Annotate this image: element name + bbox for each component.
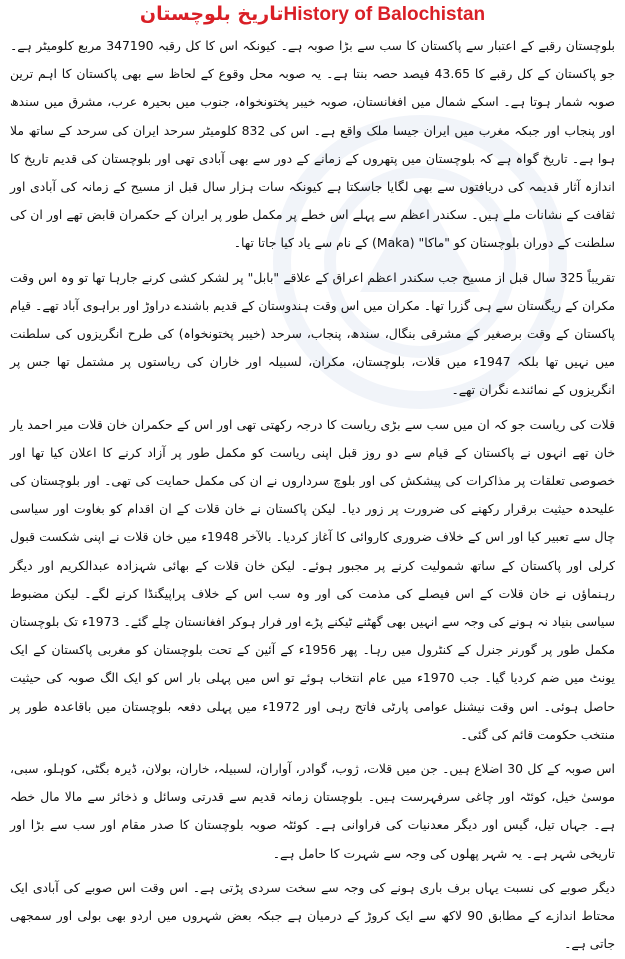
paragraph-kalat-state: قلات کی ریاست جو کہ ان میں سب سے بڑی ریاست کا درجہ رکھتی تھی اور اس کے حکمران خان قلات میر احمد یار خان تھے انہوں نے پاکستان کے قیام سے دو روز قبل اپنی ریاست کو مکمل طور پر آزاد کرنے کا اعلان کیا تھا اور خصوصی تعلقات پر مذاکرات کی پیشکش کی اور بلوچ سرداروں نے ان کی مکمل حمایت کی تھی۔ اور بلوچستان کی علیحدہ حیثیت برقرار رکھنے کی ضرورت پر زور دیا۔ لیکن پاکستان نے خان قلات کے ان اقدام کو بغاوت اور سیاسی چال سے تعبیر کیا اور اس کے خلاف ضروری کاروائی کا آغاز کردیا۔ بالآخر 1948ء میں خان قلات نے اپنی شکست قبول کرلی اور پاکستان کے ساتھ شمولیت کرنے پر مجبور ہوئے۔ لیکن خان قلات کے بھائی شہزادہ عبدالکریم اور دیگر رہنماؤں نے خان قلات کے اس فیصلے کی مذمت کی اور وہ سب اس کے خلاف پراپیگنڈا کرنے لگے۔ لیکن مضبوط سیاسی بنیاد نہ ہونے کی وجہ سے انہیں بھی گھٹنے ٹیکنے پڑے اور فرار ہوکر افغانستان چلے گئے۔ 1973ء تک بلوچستان مکمل طور پر گورنر جنرل کے کنٹرول میں رہا۔ پھر 1956ء کے آئین کے تحت بلوچستان کو مغربی پاکستان کے ایک یونٹ میں ضم کردیا گیا۔ جب 1970ء میں عام انتخاب ہوئے تو اس میں پہلی بار اس کو ایک الگ صوبہ کی حیثیت حاصل ہوئی۔ اس وقت نیشنل عوامی پارٹی فاتح رہی اور 1972ء میں پہلی دفعہ بلوچستان میں باقاعدہ طور پر منتخب حکومت قائم کی گئی۔ bbox=[10, 416, 615, 742]
title-english: History of Balochistan bbox=[283, 4, 486, 25]
paragraph-alexander: تقریباً 325 سال قبل از مسیح جب سکندر اعظم اعراق کے علاقے "بابل" پر لشکر کشی کرنے جارہا تھا تو وہ اس وقت مکران کے ریگستان سے ہی گزرا تھا۔ مکران میں اس وقت ہندوستان کے قدیم باشندے دراوڑ اور براہوی آباد تھے۔ قیام پاکستان کے وقت برصغیر کے مشرقی بنگال، سندھ، پنجاب، سرحد (خیبر پختونخواہ) کی طرح انگریزوں کی سلطنت میں نہیں تھا بلکہ 1947ء میں قلات، بلوچستان، مکران، لسبیلہ اور خاران کی ریاستوں پر مشتمل تھا جس پر انگریزوں کے نمائندے نگران تھے۔ bbox=[10, 269, 615, 398]
paragraph-districts: اس صوبہ کے کل 30 اضلاع ہیں۔ جن میں قلات، ژوب، گوادر، آواران، لسبیلہ، خاران، بولان، ڈیرہ بگٹی، کوہلو، سبی، موسیٰ خیل، کوئٹہ اور چاغی سرفہرست ہیں۔ بلوچستان زمانہ قدیم سے قدرتی وسائل و ذخائر سے مالا مال خطہ ہے۔ جہاں تیل، گیس اور دیگر معدنیات کی فراوانی ہے۔ کوئٹہ صوبہ بلوچستان کا صدر مقام اور سب سے بڑا اور تاریخی شہر ہے۔ یہ شہر پھلوں کی وجہ سے شہرت کا حامل ہے۔ bbox=[10, 761, 615, 861]
title-urdu: تاریخ بلوچستان bbox=[139, 3, 284, 25]
article-body bbox=[0, 26, 625, 959]
page-title bbox=[0, 2, 625, 26]
paragraph-climate-population: دیگر صوبے کی نسبت یہاں برف باری ہونے کی وجہ سے سخت سردی پڑتی ہے۔ اس وقت اس صوبے کی آبادی ایک محتاط اندازے کے مطابق 90 لاکھ سے ایک کروڑ کے درمیان ہے جبکہ بعض شہروں میں اردو بھی بولی اور سمجھی جاتی ہے۔ bbox=[10, 879, 615, 952]
paragraph-geography: بلوچستان رقبے کے اعتبار سے پاکستان کا سب سے بڑا صوبہ ہے۔ کیونکہ اس کا کل رقبہ 347190 مربع کلومیٹر ہے۔ جو پاکستان کے کل رقبے کا 43.65 فیصد حصہ بنتا ہے۔ یہ صوبہ محل وقوع کے لحاظ سے بھی پاکستان کا اہم ترین صوبہ شمار ہوتا ہے۔ اسکے شمال میں افغانستان، صوبہ خیبر پختونخواہ، جنوب میں بحیرہ عرب، مشرق میں سندھ اور پنجاب اور جبکہ مغرب میں ایران جیسا ملک واقع ہے۔ اس کی 832 کلومیٹر سرحد ایران کی سرحد کے ساتھ ملا ہوا ہے۔ تاریخ گواہ ہے کہ بلوچستان میں پتھروں کے زمانے کے دور سے بھی آبادی تھی اور بلوچستان کی قدیم تاریخ کا اندازہ آثار قدیمہ کی دریافتوں سے بھی لگایا جاسکتا ہے کیونکہ سات ہزار سال قبل از مسیح کے زمانہ کی آبادی اور ثقافت کے نشانات ملے ہیں۔ سکندر اعظم سے پہلے اس خطے پر مکمل طور پر ایران کے حکمران قابض تھے اور ان کی سلطنت کے دوران بلوچستان کو "ماکا" (Maka) کے نام سے یاد کیا جاتا تھا۔ bbox=[10, 38, 615, 251]
